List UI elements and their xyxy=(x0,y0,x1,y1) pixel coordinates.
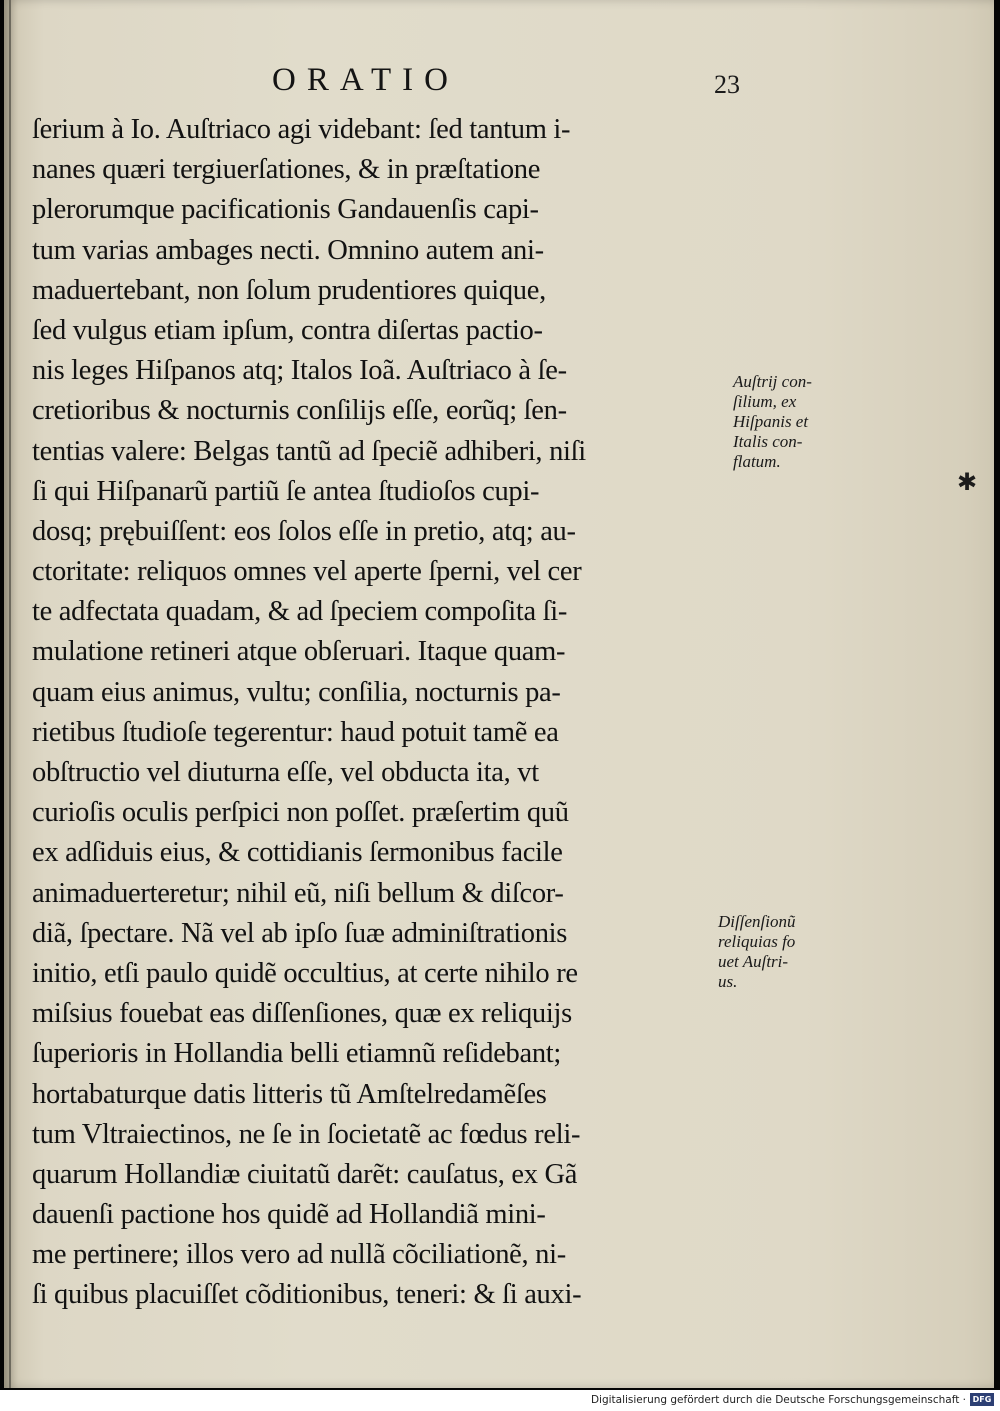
text-line: te adfectata quadam, & ad ſpeciem compoſita ſi- xyxy=(32,596,568,628)
running-head: ORATIO xyxy=(272,62,459,98)
text-line: quam eius animus, vultu; conſilia, nocturnis pa- xyxy=(32,676,561,708)
body-text xyxy=(32,110,752,1316)
text-line: ex adſiduis eius, & cottidianis ſermonibus facile xyxy=(32,837,563,869)
text-line: ſi quibus placuiſſet cõditionibus, teneri: & ſi auxi- xyxy=(32,1279,582,1311)
text-line: ſi qui Hiſpanarũ partiũ ſe antea ſtudioſos cupi- xyxy=(32,475,540,507)
margin-note: Diſſenſionũ reliquias fo uet Auſtri- us. xyxy=(718,912,796,991)
star-ornament-icon: ✱ xyxy=(957,468,978,496)
text-line: mulatione retineri atque obſeruari. Itaque quam- xyxy=(32,636,566,668)
text-line: curioſis oculis perſpici non poſſet. præſertim quũ xyxy=(32,797,569,829)
text-line: ſerium à Io. Auſtriaco agi videbant: ſed tantum i- xyxy=(32,114,571,145)
text-line: nanes quæri tergiuerſationes, & in præſtatione xyxy=(32,154,541,186)
text-line: miſsius fouebat eas diſſenſiones, quæ ex reliquijs xyxy=(32,998,572,1030)
dfg-logo: DFG xyxy=(970,1393,994,1406)
text-line: cretioribus & nocturnis conſilijs eſſe, eorũq; ſen- xyxy=(32,395,567,427)
text-line: hortabaturque datis litteris tũ Amſtelredamẽſes xyxy=(32,1078,547,1110)
text-line: me pertinere; illos vero ad nullã cõciliationẽ, ni- xyxy=(32,1239,566,1271)
text-line: diã, ſpectare. Nã vel ab ipſo ſuæ adminiſtrationis xyxy=(32,917,568,949)
text-line: maduertebant, non ſolum prudentiores quique, xyxy=(32,274,546,306)
text-line: animaduerteretur; nihil eũ, niſi bellum & diſcor- xyxy=(32,877,564,909)
text-line: dosq; prębuiſſent: eos ſolos eſſe in pretio, atq; au- xyxy=(32,515,576,547)
page-number: 23 xyxy=(714,70,740,99)
page-spine-edge xyxy=(9,0,11,1388)
footer-bar xyxy=(0,1390,1000,1411)
text-line: tum varias ambages necti. Omnino autem ani- xyxy=(32,234,544,266)
text-line: quarum Hollandiæ ciuitatũ darẽt: cauſatus, ex Gã xyxy=(32,1158,578,1190)
text-line: initio, etſi paulo quidẽ occultius, at certe nihilo re xyxy=(32,957,578,989)
text-line: obſtructio vel diuturna eſſe, vel obducta ita, vt xyxy=(32,757,539,788)
margin-note: Auſtrij con- ſilium, ex Hiſpanis et Italis con- flatum. xyxy=(733,372,812,471)
text-line: rietibus ſtudioſe tegerentur: haud potuit tamẽ ea xyxy=(32,716,559,748)
text-line: nis leges Hiſpanos atq; Italos Ioã. Auſtriaco à ſe- xyxy=(32,355,567,387)
text-line: dauenſi pactione hos quidẽ ad Hollandiã mini- xyxy=(32,1199,546,1231)
text-line: ſed vulgus etiam ipſum, contra diſertas pactio- xyxy=(32,314,543,346)
text-line: plerorumque pacificationis Gandauenſis capi- xyxy=(32,194,539,226)
text-line: ctoritate: reliquos omnes vel aperte ſperni, vel cer xyxy=(32,556,582,588)
funding-credit: Digitalisierung gefördert durch die Deutsche Forschungsgemeinschaft · xyxy=(590,1394,966,1406)
text-line: tentias valere: Belgas tantũ ad ſpeciẽ adhiberi, niſi xyxy=(32,435,586,467)
text-line: tum Vltraiectinos, ne ſe in ſocietatẽ ac fœdus reli- xyxy=(32,1118,581,1150)
text-line: ſuperioris in Hollandia belli etiamnũ reſidebant; xyxy=(32,1038,562,1070)
